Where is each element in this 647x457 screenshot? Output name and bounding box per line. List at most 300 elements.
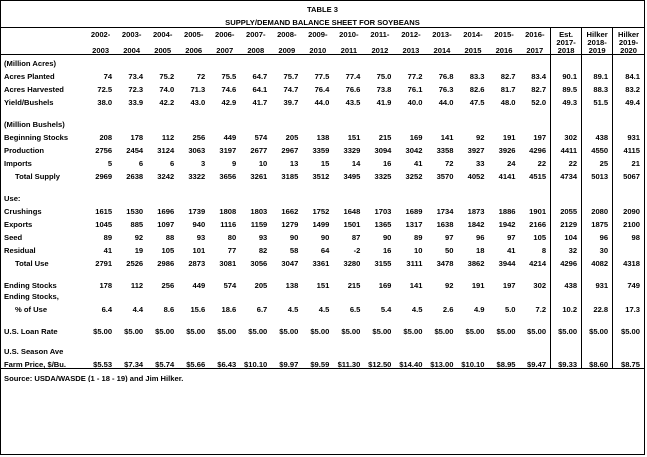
col-header-line2: 2020 bbox=[620, 45, 638, 55]
cell: 3197 bbox=[219, 146, 237, 155]
section-heading-bushels-row bbox=[1, 116, 644, 129]
cell: 2129 bbox=[551, 216, 582, 229]
cell: 104 bbox=[551, 229, 582, 242]
cell: 1808 bbox=[219, 207, 237, 216]
cell: 76.8 bbox=[438, 72, 454, 81]
cell: 197 bbox=[502, 281, 516, 290]
cell: 1499 bbox=[312, 220, 330, 229]
cell: $10.10 bbox=[461, 359, 485, 369]
section-heading-use-row bbox=[1, 190, 644, 203]
cell: 3042 bbox=[405, 146, 423, 155]
cell: $13.00 bbox=[430, 359, 454, 369]
cell: 4.5 bbox=[411, 305, 423, 314]
table-row-total-supply bbox=[1, 168, 644, 181]
col-header-line1: 2017- bbox=[556, 39, 576, 47]
cell: 191 bbox=[502, 133, 516, 142]
cell: $7.34 bbox=[124, 359, 144, 369]
section-heading-acres: (Million Acres) bbox=[4, 59, 57, 68]
cell: 4.5 bbox=[318, 305, 330, 314]
spacer-row bbox=[1, 181, 644, 190]
cell: 178 bbox=[130, 133, 144, 142]
cell: 49.3 bbox=[551, 94, 582, 107]
col-header-bottom: 2004 bbox=[116, 39, 147, 55]
col-header-top: 2011- bbox=[370, 30, 390, 39]
cell: 5.4 bbox=[380, 305, 392, 314]
cell: $5.66 bbox=[186, 359, 206, 369]
cell: 1873 bbox=[467, 207, 485, 216]
cell: 2638 bbox=[126, 172, 144, 181]
cell: 6.7 bbox=[256, 305, 268, 314]
col-header-top: 2006- bbox=[215, 30, 235, 39]
cell: 2090 bbox=[613, 203, 644, 216]
spacer-row bbox=[1, 268, 644, 277]
cell: $9.47 bbox=[527, 359, 547, 369]
cell: $5.00 bbox=[613, 323, 644, 336]
cell: 50 bbox=[445, 246, 454, 255]
cell: 4550 bbox=[582, 142, 613, 155]
header-corner bbox=[1, 28, 85, 40]
cell: 2677 bbox=[250, 146, 268, 155]
col-header-line2: 2019 bbox=[588, 45, 606, 55]
cell: 2166 bbox=[529, 220, 547, 229]
cell: 2756 bbox=[95, 146, 113, 155]
cell: 3512 bbox=[312, 172, 330, 181]
table-row bbox=[1, 94, 644, 107]
cell: 141 bbox=[409, 281, 423, 290]
table-row bbox=[1, 142, 644, 155]
cell: 2055 bbox=[551, 203, 582, 216]
col-header-bottom: 2006 bbox=[178, 39, 209, 55]
cell: 438 bbox=[551, 277, 582, 290]
cell: 8 bbox=[541, 246, 547, 255]
spacer-row bbox=[1, 314, 644, 323]
cell: 19 bbox=[134, 246, 144, 255]
cell: 2969 bbox=[95, 172, 113, 181]
cell: 574 bbox=[254, 133, 268, 142]
row-label: U.S. Season Ave bbox=[4, 347, 64, 356]
cell: 449 bbox=[192, 281, 206, 290]
row-label: Acres Harvested bbox=[4, 85, 64, 94]
cell: 41 bbox=[103, 246, 113, 255]
cell: 48.0 bbox=[500, 98, 516, 107]
cell: 4.9 bbox=[473, 305, 485, 314]
cell: 41 bbox=[507, 246, 516, 255]
cell: $5.00 bbox=[496, 327, 516, 336]
cell: 749 bbox=[613, 277, 644, 290]
cell: 3252 bbox=[405, 172, 423, 181]
cell: 82.6 bbox=[469, 85, 485, 94]
cell: 77 bbox=[227, 246, 237, 255]
row-label: Imports bbox=[4, 159, 32, 168]
table-row-ending-stocks-pct-label bbox=[1, 290, 644, 301]
row-label: Farm Price, $/Bu. bbox=[4, 359, 67, 369]
cell: 15.6 bbox=[190, 305, 206, 314]
cell: 1279 bbox=[281, 220, 299, 229]
cell: 1901 bbox=[529, 207, 547, 216]
cell: 2873 bbox=[188, 259, 206, 268]
cell: 302 bbox=[533, 281, 547, 290]
table-row bbox=[1, 81, 644, 94]
cell: 205 bbox=[254, 281, 268, 290]
cell: 58 bbox=[289, 246, 299, 255]
cell: 76.6 bbox=[345, 85, 361, 94]
header-corner-2 bbox=[1, 39, 85, 55]
cell: 74.7 bbox=[283, 85, 299, 94]
cell: 8.6 bbox=[163, 305, 175, 314]
cell: $5.00 bbox=[434, 327, 454, 336]
row-label: Ending Stocks, bbox=[4, 292, 59, 301]
cell: 44.0 bbox=[314, 98, 330, 107]
col-header-bottom bbox=[582, 39, 613, 55]
cell: $5.00 bbox=[582, 323, 613, 336]
row-label: Crushings bbox=[4, 207, 42, 216]
cell: 75.0 bbox=[376, 72, 392, 81]
table-row-ending-stocks bbox=[1, 277, 644, 290]
cell: 77.5 bbox=[314, 72, 330, 81]
col-header-bottom: 2015 bbox=[457, 39, 488, 55]
col-header-bottom: 2005 bbox=[147, 39, 178, 55]
cell: 42.2 bbox=[159, 98, 175, 107]
cell: 4296 bbox=[529, 146, 547, 155]
cell: 208 bbox=[99, 133, 113, 142]
cell: 1097 bbox=[157, 220, 175, 229]
cell: $5.00 bbox=[551, 323, 582, 336]
cell: 84.1 bbox=[613, 68, 644, 81]
cell: 42.9 bbox=[221, 98, 237, 107]
cell: 7.2 bbox=[535, 305, 547, 314]
cell: 931 bbox=[582, 277, 613, 290]
cell: $11.30 bbox=[337, 359, 361, 369]
cell: 49.4 bbox=[613, 94, 644, 107]
cell: 14 bbox=[351, 159, 361, 168]
cell: 438 bbox=[582, 129, 613, 142]
cell: 1045 bbox=[95, 220, 113, 229]
cell: 89.1 bbox=[582, 68, 613, 81]
cell: $8.60 bbox=[582, 356, 613, 369]
cell: 5067 bbox=[613, 168, 644, 181]
source-row bbox=[1, 369, 644, 383]
cell: 73.8 bbox=[376, 85, 392, 94]
cell: 5 bbox=[107, 159, 113, 168]
cell: 3261 bbox=[250, 172, 268, 181]
cell: 105 bbox=[533, 233, 547, 242]
cell: 25 bbox=[582, 155, 613, 168]
cell: 90 bbox=[289, 233, 299, 242]
cell: 89 bbox=[103, 233, 113, 242]
cell: 18.6 bbox=[221, 305, 237, 314]
row-label: Production bbox=[4, 146, 45, 155]
cell: 76.3 bbox=[438, 85, 454, 94]
cell: $5.00 bbox=[155, 327, 175, 336]
cell: $9.97 bbox=[279, 359, 299, 369]
cell: 1942 bbox=[498, 220, 516, 229]
header-row-top bbox=[1, 28, 644, 40]
cell: 89.5 bbox=[551, 81, 582, 94]
table-title-row bbox=[1, 14, 644, 28]
supply-demand-table bbox=[1, 1, 644, 382]
cell: 43.0 bbox=[190, 98, 206, 107]
cell: 1886 bbox=[498, 207, 516, 216]
cell: 3862 bbox=[467, 259, 485, 268]
section-heading-acres-row bbox=[1, 55, 644, 68]
table-row bbox=[1, 242, 644, 255]
cell: 1875 bbox=[582, 216, 613, 229]
cell: 3185 bbox=[281, 172, 299, 181]
row-label: Total Supply bbox=[15, 172, 60, 181]
cell: 40.0 bbox=[407, 98, 423, 107]
cell: 90 bbox=[320, 233, 330, 242]
table-row bbox=[1, 155, 644, 168]
cell: 33.9 bbox=[128, 98, 144, 107]
cell: 72.5 bbox=[97, 85, 113, 94]
cell: 77.4 bbox=[345, 72, 361, 81]
cell: $5.00 bbox=[93, 327, 113, 336]
table-row-farm-price bbox=[1, 356, 644, 369]
cell: 6 bbox=[138, 159, 144, 168]
col-header-bottom: 2007 bbox=[209, 39, 240, 55]
cell: 10.2 bbox=[551, 301, 582, 314]
cell: 3056 bbox=[250, 259, 268, 268]
col-header-top: 2013- bbox=[432, 30, 452, 39]
col-header-top: 2016- bbox=[525, 30, 545, 39]
cell: 51.5 bbox=[582, 94, 613, 107]
col-header-bottom bbox=[551, 39, 582, 55]
cell: $5.00 bbox=[186, 327, 206, 336]
cell: 80 bbox=[227, 233, 237, 242]
col-header-top: 2007- bbox=[246, 30, 266, 39]
cell: 2.6 bbox=[442, 305, 454, 314]
cell: 96 bbox=[582, 229, 613, 242]
cell: 1752 bbox=[312, 207, 330, 216]
cell: 43.5 bbox=[345, 98, 361, 107]
row-label: U.S. Loan Rate bbox=[4, 327, 58, 336]
cell: 75.5 bbox=[221, 72, 237, 81]
cell: 6.5 bbox=[349, 305, 361, 314]
cell: 90 bbox=[382, 233, 392, 242]
cell: 1803 bbox=[250, 207, 268, 216]
cell: 1662 bbox=[281, 207, 299, 216]
col-header-bottom: 2012 bbox=[364, 39, 395, 55]
cell: 3280 bbox=[343, 259, 361, 268]
section-heading-bushels: (Million Bushels) bbox=[4, 120, 65, 129]
col-header-top: 2004- bbox=[152, 30, 173, 39]
cell: $9.33 bbox=[551, 356, 582, 369]
table-title: SUPPLY/DEMAND BALANCE SHEET FOR SOYBEANS bbox=[1, 14, 644, 28]
cell: 3325 bbox=[374, 172, 392, 181]
cell: 97 bbox=[445, 233, 454, 242]
cell: 6.4 bbox=[101, 305, 113, 314]
cell: 191 bbox=[471, 281, 485, 290]
cell: 98 bbox=[613, 229, 644, 242]
section-heading-use: Use: bbox=[4, 194, 21, 203]
cell: 13 bbox=[289, 159, 299, 168]
cell: 2100 bbox=[613, 216, 644, 229]
table-number: TABLE 3 bbox=[306, 5, 339, 14]
table-row bbox=[1, 216, 644, 229]
table-row-loan-rate bbox=[1, 323, 644, 336]
col-header-bottom: 2010 bbox=[302, 39, 333, 55]
cell: 9 bbox=[232, 159, 237, 168]
cell: 138 bbox=[316, 133, 330, 142]
cell: 2526 bbox=[126, 259, 144, 268]
cell: $5.00 bbox=[248, 327, 268, 336]
cell: $5.00 bbox=[217, 327, 237, 336]
cell: 4.5 bbox=[287, 305, 299, 314]
cell: 1842 bbox=[467, 220, 485, 229]
cell: 16 bbox=[382, 246, 392, 255]
cell: 3047 bbox=[281, 259, 299, 268]
cell: 3570 bbox=[436, 172, 454, 181]
cell: 1116 bbox=[220, 220, 237, 229]
cell: 71.3 bbox=[190, 85, 206, 94]
cell: 10 bbox=[413, 246, 423, 255]
cell: 41.7 bbox=[252, 98, 268, 107]
col-header-line1: 2018- bbox=[587, 39, 607, 47]
cell: 1696 bbox=[157, 207, 175, 216]
cell: 64.1 bbox=[252, 85, 268, 94]
cell: 22 bbox=[537, 159, 547, 168]
row-label: Exports bbox=[4, 220, 33, 229]
cell: $12.50 bbox=[368, 359, 392, 369]
cell: 4296 bbox=[551, 255, 582, 268]
table-row-ending-stocks-pct bbox=[1, 301, 644, 314]
cell: $5.00 bbox=[279, 327, 299, 336]
cell: 3329 bbox=[343, 146, 361, 155]
cell: 18 bbox=[476, 246, 485, 255]
cell: 52.0 bbox=[531, 98, 547, 107]
row-label: Ending Stocks bbox=[4, 281, 57, 290]
cell: 1501 bbox=[343, 220, 361, 229]
col-header-bottom: 2011 bbox=[333, 39, 364, 55]
row-label: % of Use bbox=[15, 305, 48, 314]
cell: 151 bbox=[347, 133, 361, 142]
col-header-bottom: 2013 bbox=[395, 39, 426, 55]
col-header-bottom: 2003 bbox=[85, 39, 116, 55]
table-row bbox=[1, 129, 644, 142]
cell: 2967 bbox=[281, 146, 299, 155]
cell: 574 bbox=[223, 281, 237, 290]
row-label: Total Use bbox=[15, 259, 49, 268]
cell: -2 bbox=[353, 246, 361, 255]
cell: 32 bbox=[551, 242, 582, 255]
cell: 885 bbox=[130, 220, 144, 229]
spacer-row bbox=[1, 336, 644, 345]
row-label: Residual bbox=[4, 246, 36, 255]
spacer-row bbox=[1, 107, 644, 116]
cell: 256 bbox=[161, 281, 175, 290]
col-header-top: 2005- bbox=[183, 30, 204, 39]
cell: 101 bbox=[192, 246, 206, 255]
cell: 3155 bbox=[374, 259, 392, 268]
cell: 44.0 bbox=[438, 98, 454, 107]
cell: 89 bbox=[413, 233, 423, 242]
cell: $14.40 bbox=[399, 359, 423, 369]
col-header-line1: 2019- bbox=[618, 39, 639, 47]
cell: 72 bbox=[196, 72, 206, 81]
cell: $5.00 bbox=[372, 327, 392, 336]
cell: 178 bbox=[99, 281, 113, 290]
cell: 3478 bbox=[436, 259, 454, 268]
cell: 302 bbox=[551, 129, 582, 142]
row-label: Yield/Bushels bbox=[4, 98, 54, 107]
cell: 112 bbox=[130, 281, 144, 290]
cell: 3926 bbox=[498, 146, 516, 155]
cell: 6 bbox=[169, 159, 175, 168]
cell: 4115 bbox=[613, 142, 644, 155]
cell: 72 bbox=[445, 159, 454, 168]
cell: $5.74 bbox=[155, 359, 175, 369]
cell: 22 bbox=[551, 155, 582, 168]
cell: 88.3 bbox=[582, 81, 613, 94]
col-header-top: Hilker bbox=[613, 28, 644, 40]
cell: 10 bbox=[258, 159, 268, 168]
cell: 4082 bbox=[582, 255, 613, 268]
col-header-bottom: 2009 bbox=[271, 39, 302, 55]
cell: 3111 bbox=[406, 259, 423, 268]
cell: 17.3 bbox=[613, 301, 644, 314]
cell: $6.43 bbox=[217, 359, 237, 369]
cell: 3094 bbox=[374, 146, 392, 155]
cell: 1648 bbox=[343, 207, 361, 216]
cell: 21 bbox=[613, 155, 644, 168]
cell: 88 bbox=[165, 233, 175, 242]
cell: 33 bbox=[476, 159, 485, 168]
cell: 93 bbox=[196, 233, 206, 242]
col-header-bottom: 2016 bbox=[489, 39, 520, 55]
cell: $10.10 bbox=[244, 359, 268, 369]
col-header-bottom bbox=[613, 39, 644, 55]
cell: 24 bbox=[507, 159, 516, 168]
header-row-bottom bbox=[1, 39, 644, 55]
col-header-top: Hilker bbox=[582, 28, 613, 40]
cell: 90.1 bbox=[551, 68, 582, 81]
cell: $5.00 bbox=[310, 327, 330, 336]
cell: $5.00 bbox=[465, 327, 485, 336]
table-row bbox=[1, 68, 644, 81]
col-header-top: 2015- bbox=[494, 30, 514, 39]
table-row-total-use bbox=[1, 255, 644, 268]
cell: 215 bbox=[347, 281, 361, 290]
cell: 940 bbox=[192, 220, 206, 229]
cell: 112 bbox=[161, 133, 175, 142]
cell: 3242 bbox=[157, 172, 175, 181]
row-label: Seed bbox=[4, 233, 23, 242]
cell: 87 bbox=[351, 233, 361, 242]
cell: 4141 bbox=[498, 172, 516, 181]
cell: 30 bbox=[582, 242, 613, 255]
cell: 82.7 bbox=[500, 72, 516, 81]
col-header-line2: 2018 bbox=[557, 45, 575, 55]
cell: 1317 bbox=[405, 220, 423, 229]
cell: 2791 bbox=[95, 259, 113, 268]
cell: 197 bbox=[533, 133, 547, 142]
cell: $5.00 bbox=[527, 327, 547, 336]
col-header-top: 2012- bbox=[401, 30, 421, 39]
cell: 215 bbox=[378, 133, 392, 142]
cell: 4411 bbox=[551, 142, 582, 155]
table-row-season-ave-label bbox=[1, 345, 644, 356]
cell: 75.2 bbox=[159, 72, 175, 81]
col-header-top: 2002- bbox=[90, 30, 111, 39]
col-header-top: 2008- bbox=[277, 30, 297, 39]
cell: 1615 bbox=[95, 207, 113, 216]
cell: 4515 bbox=[529, 172, 547, 181]
col-header-bottom: 2008 bbox=[240, 39, 271, 55]
cell: 15 bbox=[320, 159, 330, 168]
cell: 105 bbox=[161, 246, 175, 255]
cell: 83.4 bbox=[531, 72, 547, 81]
row-label: Beginning Stocks bbox=[4, 133, 69, 142]
